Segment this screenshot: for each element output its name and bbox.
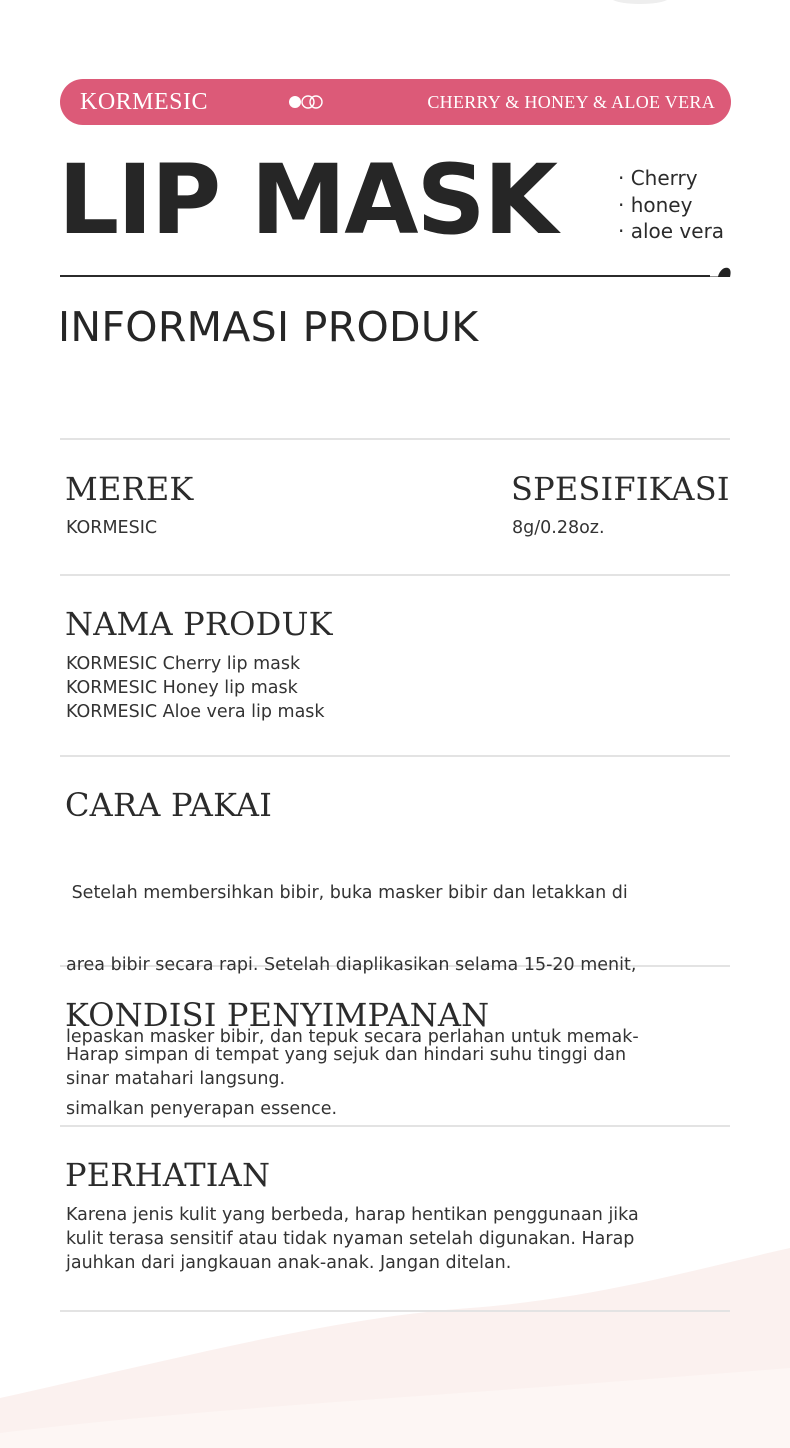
variant-list [618,165,724,245]
dots-icon [288,95,332,109]
kondisi-heading: KONDISI PENYIMPANAN [65,996,490,1034]
text-line: KORMESIC Honey lip mask [66,678,298,698]
flavour-banner-text: CHERRY & HONEY & ALOE VERA [427,92,715,112]
nama-produk-heading: NAMA PRODUK [65,605,333,643]
spesifikasi-value: 8g/0.28oz. [512,518,605,538]
rule-end-ornament [700,267,731,279]
nama-produk-text [66,652,325,724]
text-line: Setelah membersihkan bibir, buka masker bibir dan letakkan di [66,883,628,903]
cara-pakai-heading: CARA PAKAI [65,786,273,824]
text-line: area bibir secara rapi. Setelah diaplikasikan selama 15-20 menit, [66,955,637,975]
spesifikasi-heading: SPESIFIKASI [511,470,730,508]
text-line: KORMESIC Aloe vera lip mask [66,702,325,722]
perhatian-text [66,1203,639,1275]
divider [60,574,730,576]
merek-heading: MEREK [65,470,194,508]
perhatian-heading: PERHATIAN [65,1156,271,1194]
variant-item: · aloe vera [618,218,724,245]
section-title: INFORMASI PRODUK [58,303,479,351]
text-line: jauhkan dari jangkauan anak-anak. Jangan ditelan. [66,1253,512,1273]
variant-item: · honey [618,192,724,219]
divider [60,1310,730,1312]
cara-pakai-text [66,833,639,1145]
top-decoration [610,0,670,4]
divider [60,755,730,757]
title-rule [60,275,710,277]
text-line: KORMESIC Cherry lip mask [66,654,301,674]
merek-value: KORMESIC [66,518,158,538]
background-wave [0,1248,790,1448]
product-title: LIP MASK [58,144,557,256]
brand-logo: KORMESIC [80,89,209,115]
text-line: Harap simpan di tempat yang sejuk dan hindari suhu tinggi dan [66,1045,627,1065]
text-line: lepaskan masker bibir, dan tepuk secara perlahan untuk memak- [66,1027,639,1047]
text-line: kulit terasa sensitif atau tidak nyaman setelah digunakan. Harap [66,1229,635,1249]
kondisi-text [66,1043,626,1091]
variant-item: · Cherry [618,165,724,192]
text-line: Karena jenis kulit yang berbeda, harap hentikan penggunaan jika [66,1205,639,1225]
divider [60,438,730,440]
header-banner [60,79,731,125]
text-line: sinar matahari langsung. [66,1069,286,1089]
text-line: simalkan penyerapan essence. [66,1099,338,1119]
